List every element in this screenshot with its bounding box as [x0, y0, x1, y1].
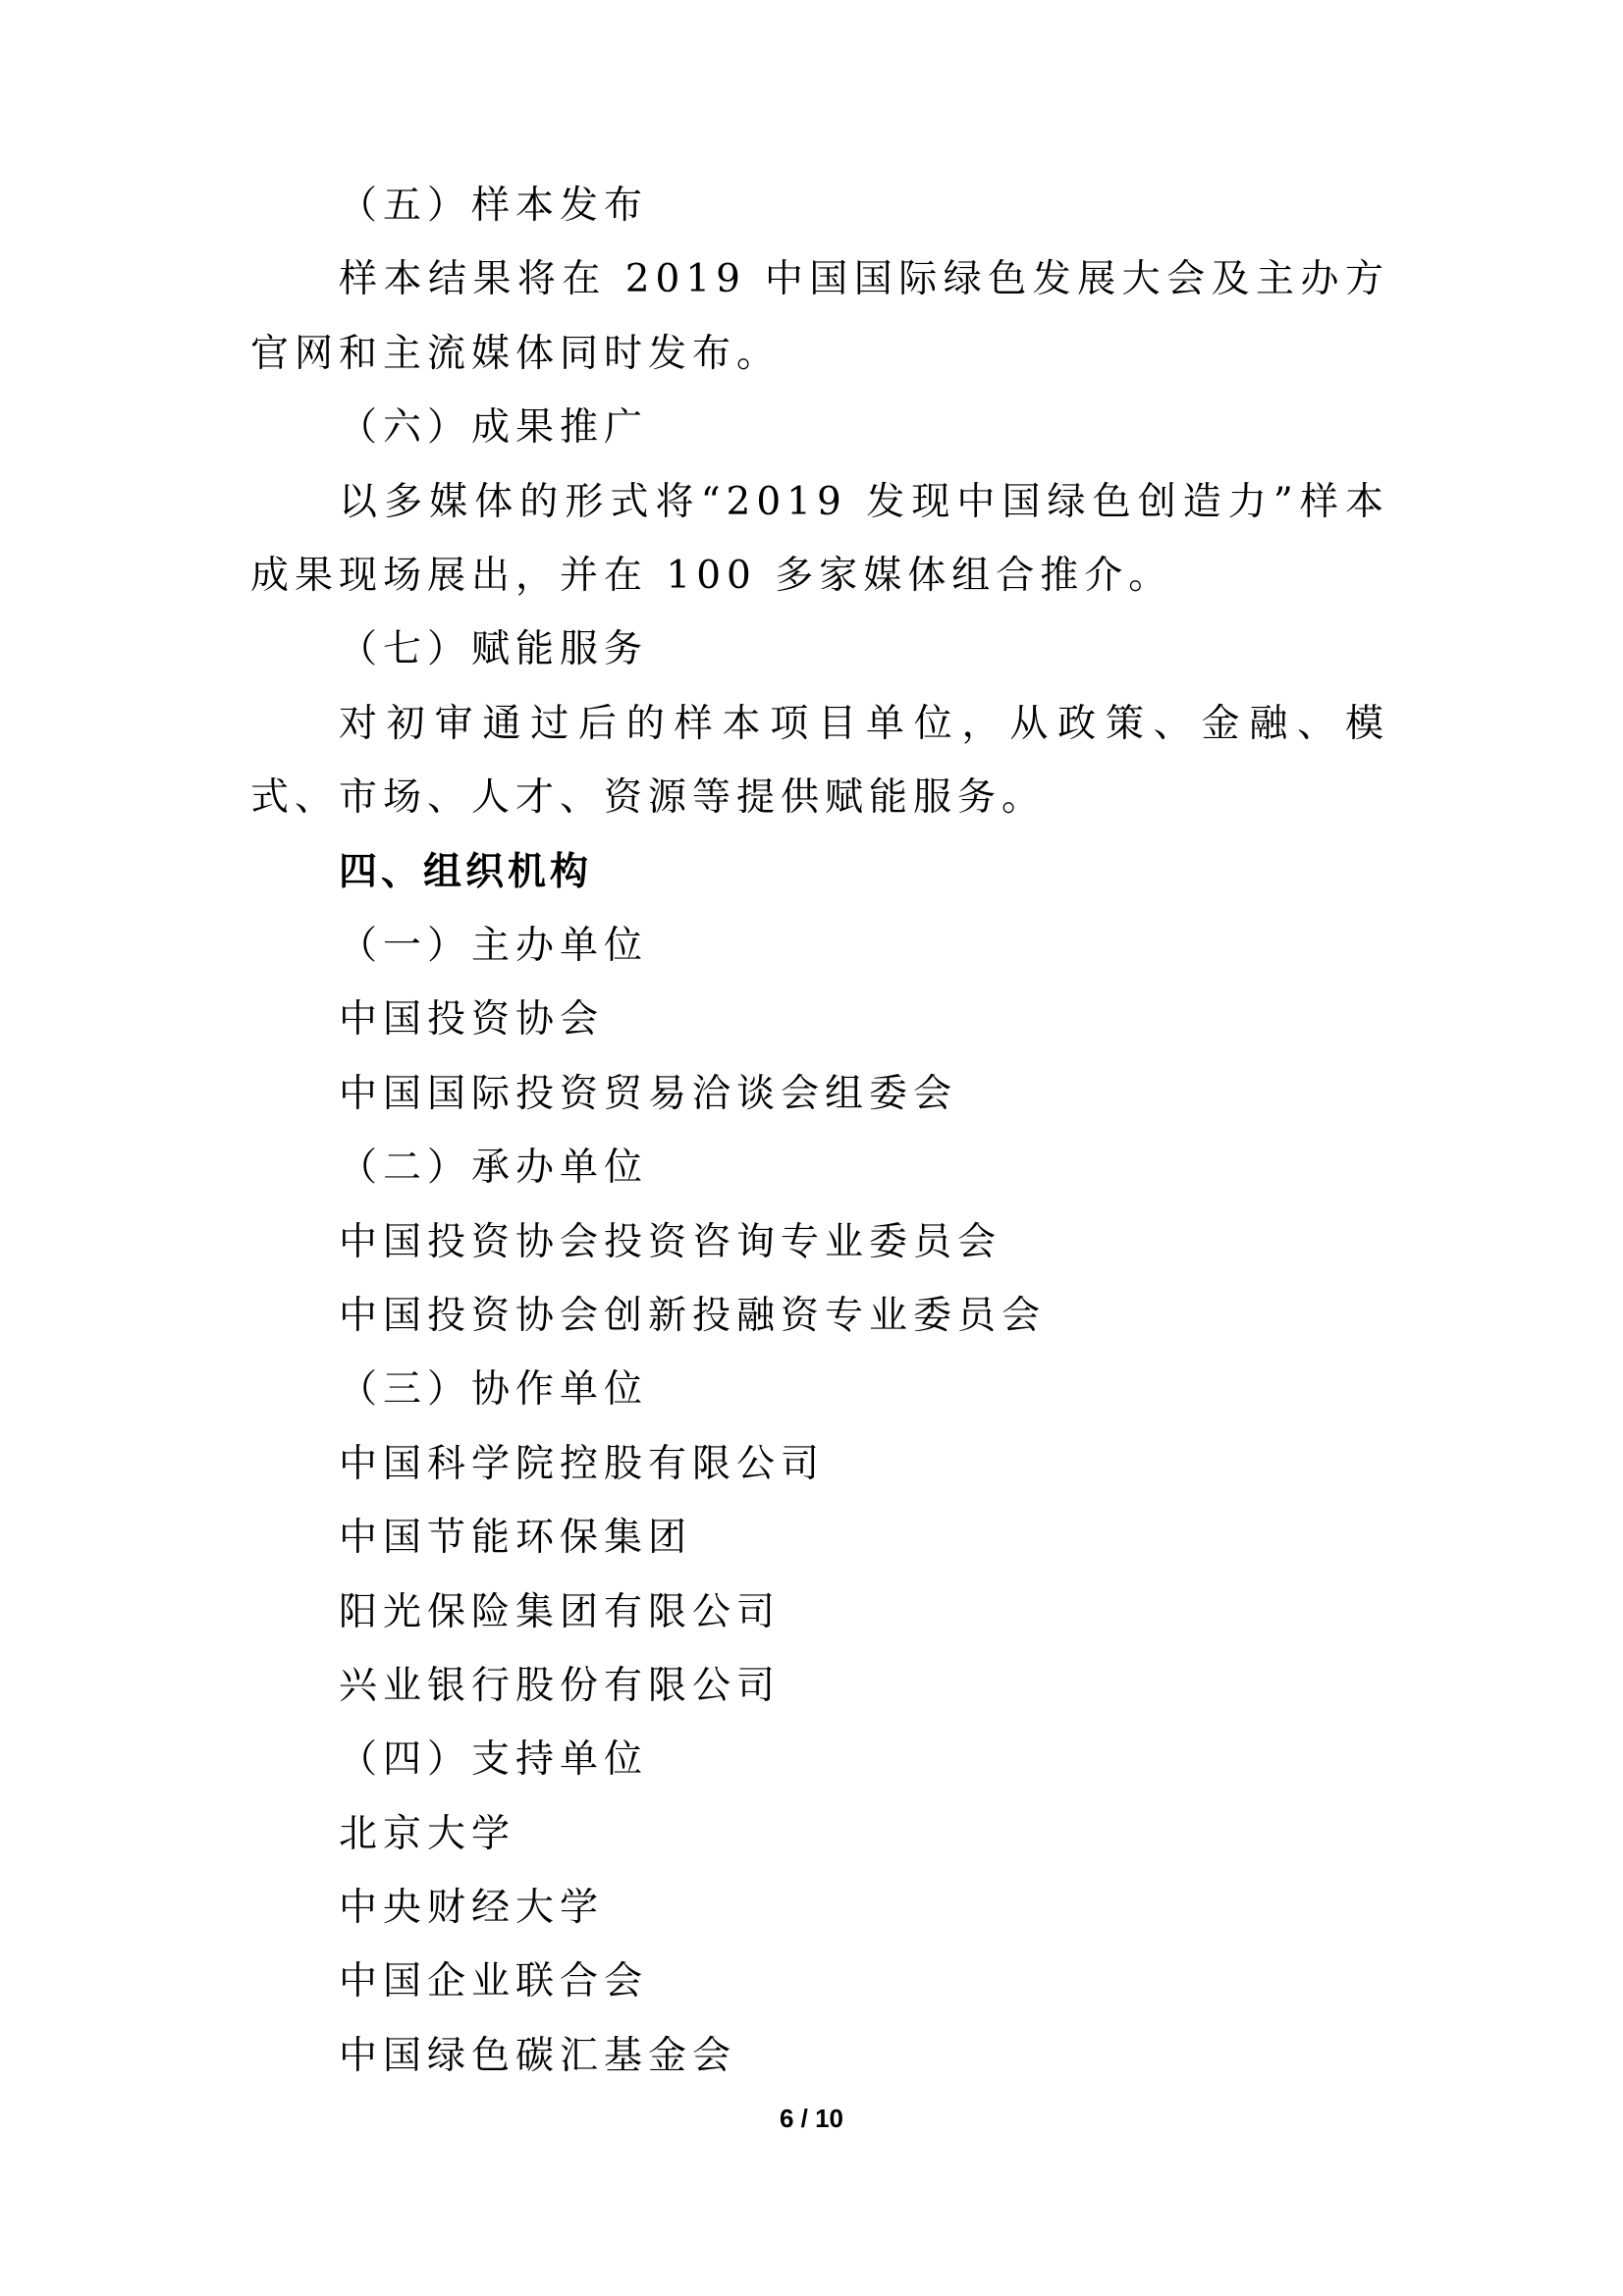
subheading-host: （二）承办单位	[339, 1146, 649, 1191]
paragraph-empowerment: 对初审通过后的样本项目单位，从政策、金融、模式、市场、人才、资源等提供赋能服务。	[250, 701, 1389, 821]
subheading-organizer: （一）主办单位	[339, 924, 649, 968]
document-body	[250, 169, 1389, 2093]
section-heading-publish: （五）样本发布	[339, 184, 649, 228]
list-item: 中国绿色碳汇基金会	[339, 2033, 737, 2078]
section-heading-organization: 四、组织机构	[339, 848, 593, 894]
list-item: 中国投资协会	[339, 997, 605, 1042]
list-item: 中国科学院控股有限公司	[339, 1441, 826, 1486]
list-item: 中国国际投资贸易洽谈会组委会	[339, 1071, 958, 1116]
list-item: 中国企业联合会	[339, 1959, 649, 2004]
list-item: 中国投资协会创新投融资专业委员会	[339, 1293, 1047, 1338]
subheading-cooperation: （三）协作单位	[339, 1367, 649, 1413]
paragraph-publish: 样本结果将在 2019 中国国际绿色发展大会及主办方官网和主流媒体同时发布。	[250, 257, 1389, 376]
list-item: 中国节能环保集团	[339, 1516, 693, 1561]
list-item: 阳光保险集团有限公司	[339, 1589, 782, 1634]
list-item: 兴业银行股份有限公司	[339, 1663, 782, 1708]
page-number: 6 / 10	[779, 2104, 844, 2133]
paragraph-promotion: 以多媒体的形式将“2019 发现中国绿色创造力”样本成果现场展出，并在 100 多家媒体组合推介。	[250, 479, 1389, 598]
section-heading-promotion: （六）成果推广	[339, 405, 649, 451]
list-item: 中国投资协会投资咨询专业委员会	[339, 1219, 1002, 1264]
list-item: 北京大学	[339, 1811, 516, 1856]
subheading-support: （四）支持单位	[339, 1737, 649, 1783]
section-heading-empowerment: （七）赋能服务	[339, 627, 649, 672]
list-item: 中央财经大学	[339, 1886, 605, 1931]
